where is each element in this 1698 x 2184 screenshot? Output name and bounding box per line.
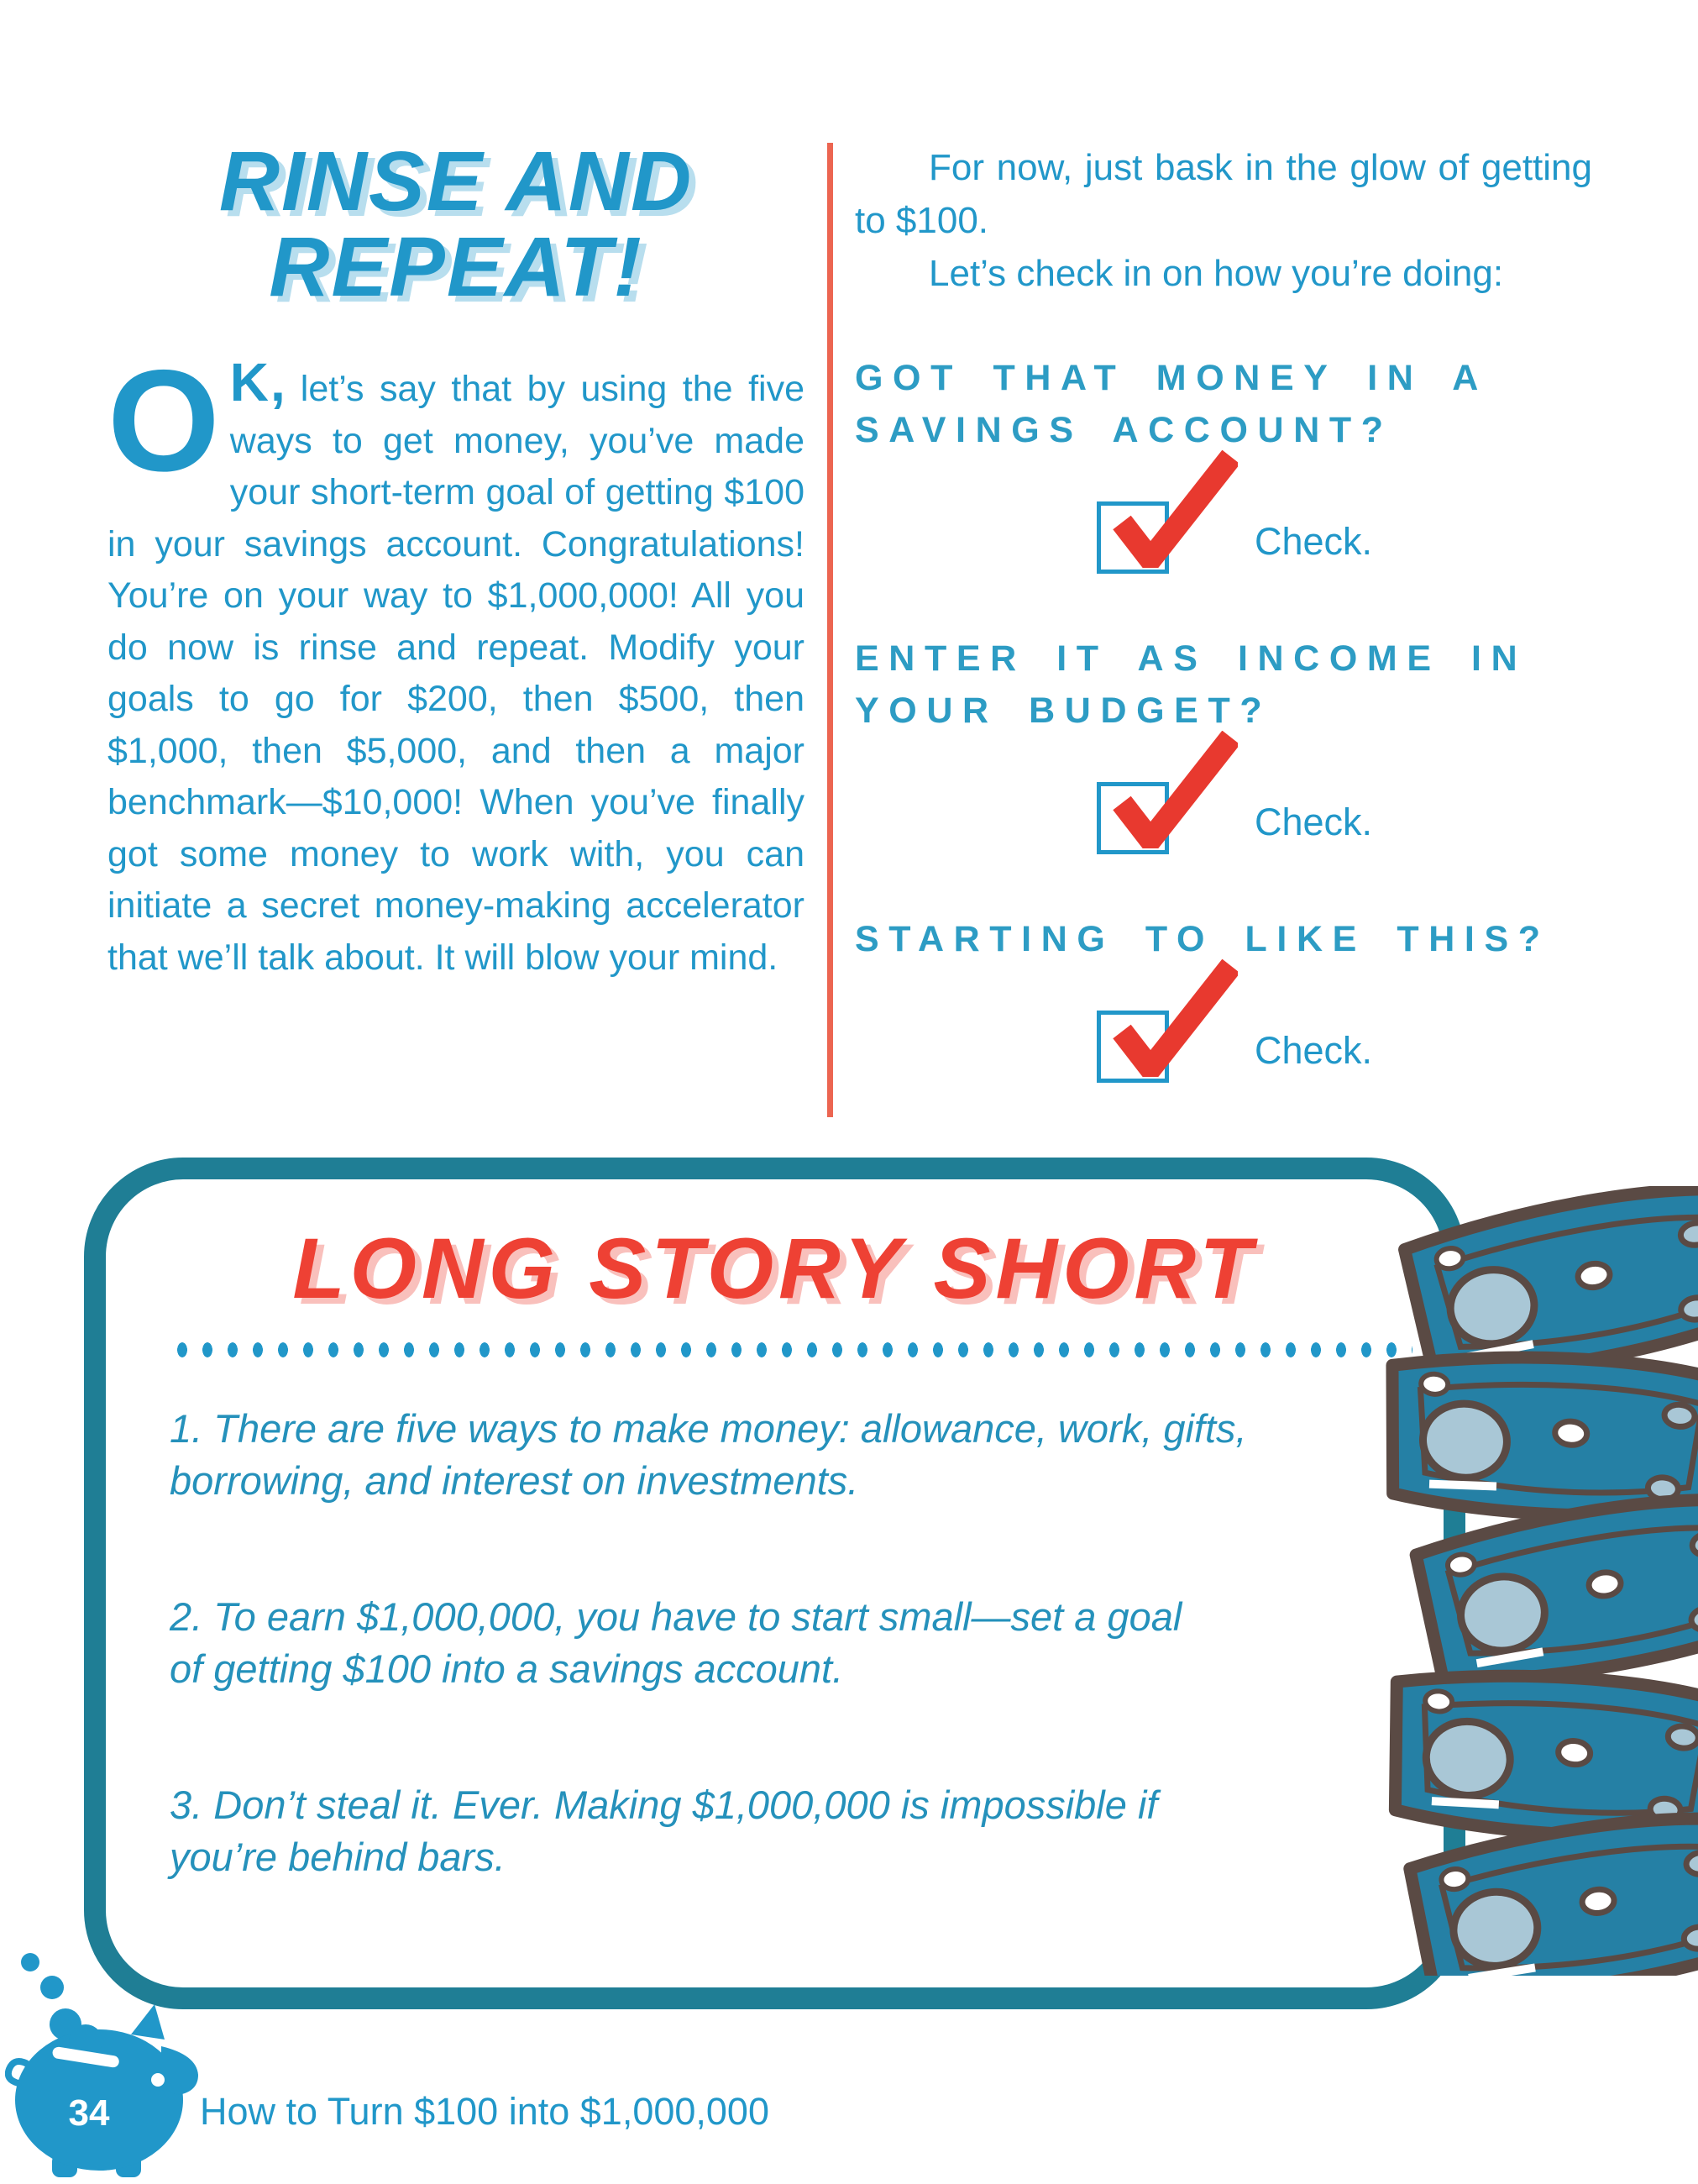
checklist-question-line: STARTING TO LIKE THIS?: [855, 919, 1550, 959]
summary-item-line: 3. Don’t steal it. Ever. Making $1,000,000 is impossible if: [170, 1782, 1158, 1827]
checklist-item-like-this: [855, 913, 1592, 1089]
summary-item-line: 2. To earn $1,000,000, you have to start small—set a goal: [170, 1594, 1182, 1639]
checklist-question: [855, 633, 1592, 737]
checklist-question-line: YOUR BUDGET?: [855, 690, 1272, 731]
column-divider: [827, 143, 833, 1117]
piggy-ear: [131, 2004, 165, 2040]
piggy-bank-icon: [5, 1947, 200, 2179]
page-title: [107, 134, 804, 314]
page-title-line-1: RINSE AND: [218, 134, 694, 228]
checklist-answer-row: [1097, 777, 1592, 861]
check-label: Check.: [1255, 801, 1373, 843]
intro-lead: K,: [229, 352, 287, 412]
page-title-line-2: REPEAT!: [269, 220, 643, 314]
checkmark-icon: [1112, 959, 1238, 1077]
checklist-item-savings: [855, 352, 1592, 580]
summary-item-line: of getting $100 into a savings account.: [170, 1646, 844, 1691]
page-number: 34: [68, 2092, 110, 2134]
checkmark-icon: [1112, 731, 1238, 848]
checklist-question: [855, 913, 1592, 965]
checklist-item-budget: [855, 633, 1592, 861]
summary-item-line: borrowing, and interest on investments.: [170, 1458, 859, 1503]
dotted-divider: [170, 1341, 1412, 1359]
left-column: [107, 0, 804, 1117]
intro-paragraph: [107, 340, 804, 984]
summary-item-3: [170, 1779, 1380, 1883]
summary-item-line: 1. There are five ways to make money: allowance, work, gifts,: [170, 1406, 1247, 1451]
intro-body-text: let’s say that by using the five ways to get money, you’ve made your short-term goal of getting $100 in your savings account. Congratulations! You’re on your way to $1,000,000! All you do now is rinse and repeat. Modify your goals to go for $200, then $500, then $1,000, then $5,000, and then a major benchmark—$10,000! When you’ve finally got some money to work with, you can initiate a secret money-making accelerator that we’ll talk about. It will blow your mind.: [107, 369, 804, 978]
piggy-eye: [151, 2073, 165, 2087]
long-story-short-box: [84, 1158, 1465, 2009]
checklist-answer-row: [1097, 496, 1592, 580]
right-paragraph-1: For now, just bask in the glow of getting to $100.: [855, 147, 1592, 241]
checklist-question-line: ENTER IT AS INCOME IN: [855, 638, 1528, 679]
check-label: Check.: [1255, 520, 1373, 563]
checkmark-icon: [1112, 450, 1238, 568]
dropcap-o: O: [107, 340, 220, 501]
money-bills-illustration: [1367, 1186, 1698, 1976]
right-paragraph-2: Let’s check in on how you’re doing:: [929, 253, 1504, 294]
summary-box-title: LONG STORY SHORT: [292, 1221, 1257, 1316]
right-column: [855, 0, 1592, 1117]
check-label: Check.: [1255, 1029, 1373, 1072]
summary-item-line: you’re behind bars.: [170, 1835, 506, 1879]
checklist-question: [855, 352, 1592, 456]
checklist-question-line: SAVINGS ACCOUNT?: [855, 410, 1393, 450]
checklist-answer-row: [1097, 1005, 1592, 1089]
summary-item-2: [170, 1591, 1380, 1695]
summary-item-1: [170, 1403, 1380, 1507]
piggy-snout: [161, 2046, 198, 2095]
checklist-question-line: GOT THAT MONEY IN A: [855, 358, 1488, 398]
footer-book-title: How to Turn $100 into $1,000,000: [200, 2090, 769, 2133]
coin-icon: [40, 1976, 64, 1999]
coin-icon: [21, 1953, 39, 1971]
